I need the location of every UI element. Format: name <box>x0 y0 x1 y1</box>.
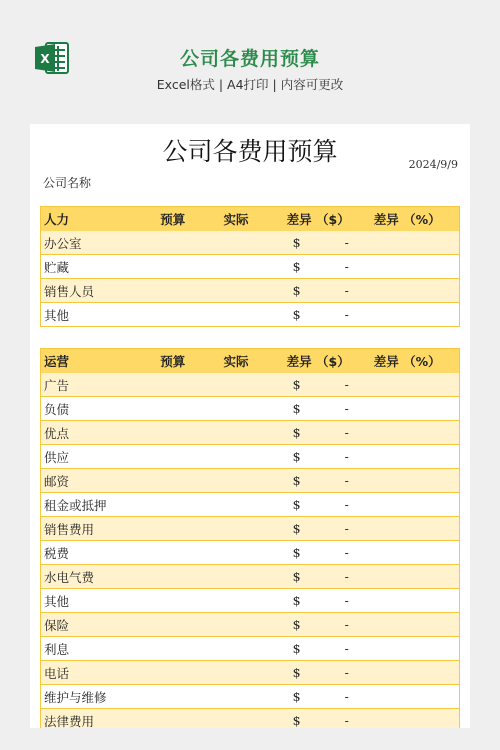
row-label: 供应 <box>41 445 161 469</box>
actual-cell[interactable] <box>223 303 286 327</box>
diff-value: - <box>344 259 349 274</box>
diff-cell[interactable] <box>287 231 460 255</box>
table-row[interactable] <box>41 565 460 589</box>
row-label: 贮藏 <box>41 255 161 279</box>
diff-cell[interactable] <box>287 373 460 397</box>
diff-value: - <box>344 235 349 250</box>
section-title: 运营 <box>41 349 161 374</box>
budget-cell[interactable] <box>160 517 223 541</box>
actual-cell[interactable] <box>223 637 286 661</box>
actual-cell[interactable] <box>223 493 286 517</box>
diff-cell[interactable] <box>287 613 460 637</box>
actual-cell[interactable] <box>223 445 286 469</box>
currency-symbol: $ <box>292 617 301 632</box>
budget-cell[interactable] <box>160 469 223 493</box>
diff-value: - <box>344 497 349 512</box>
page-header <box>0 0 500 110</box>
budget-cell[interactable] <box>160 541 223 565</box>
column-budget: 预算 <box>160 349 223 374</box>
actual-cell[interactable] <box>223 613 286 637</box>
diff-cell[interactable] <box>287 279 460 303</box>
document-date: 2024/9/9 <box>408 158 458 171</box>
currency-symbol: $ <box>292 545 301 560</box>
column-actual: 实际 <box>223 207 286 232</box>
diff-value: - <box>344 473 349 488</box>
row-label: 保险 <box>41 613 161 637</box>
actual-cell[interactable] <box>223 589 286 613</box>
table-row[interactable] <box>41 637 460 661</box>
table-header-row <box>41 349 460 374</box>
table-row[interactable] <box>41 421 460 445</box>
row-label: 水电气费 <box>41 565 161 589</box>
table-row[interactable] <box>41 373 460 397</box>
diff-value: - <box>344 449 349 464</box>
document-title: 公司各费用预算 <box>162 137 338 166</box>
hr-budget-table <box>40 206 460 327</box>
row-label: 租金或抵押 <box>41 493 161 517</box>
diff-value: - <box>344 593 349 608</box>
column-actual: 实际 <box>223 349 286 374</box>
actual-cell[interactable] <box>223 255 286 279</box>
table-row[interactable] <box>41 303 460 327</box>
table-row[interactable] <box>41 493 460 517</box>
actual-cell[interactable] <box>223 517 286 541</box>
row-label: 销售人员 <box>41 279 161 303</box>
currency-symbol: $ <box>292 401 301 416</box>
table-row[interactable] <box>41 709 460 729</box>
budget-cell[interactable] <box>160 445 223 469</box>
actual-cell[interactable] <box>223 469 286 493</box>
row-label: 其他 <box>41 589 161 613</box>
budget-cell[interactable] <box>160 397 223 421</box>
budget-cell[interactable] <box>160 421 223 445</box>
currency-symbol: $ <box>292 235 301 250</box>
diff-value: - <box>344 377 349 392</box>
actual-cell[interactable] <box>223 661 286 685</box>
company-name-label: 公司名称 <box>43 176 92 190</box>
budget-cell[interactable] <box>160 279 223 303</box>
currency-symbol: $ <box>292 641 301 656</box>
table-row[interactable] <box>41 661 460 685</box>
section-title: 人力 <box>41 207 161 232</box>
currency-symbol: $ <box>292 665 301 680</box>
row-label: 法律费用 <box>41 709 161 729</box>
budget-cell[interactable] <box>160 565 223 589</box>
row-label: 优点 <box>41 421 161 445</box>
row-label: 负债 <box>41 397 161 421</box>
actual-cell[interactable] <box>223 397 286 421</box>
diff-value: - <box>344 689 349 704</box>
diff-cell[interactable] <box>287 637 460 661</box>
diff-cell[interactable] <box>287 685 460 709</box>
actual-cell[interactable] <box>223 373 286 397</box>
diff-cell[interactable] <box>287 541 460 565</box>
diff-value: - <box>344 569 349 584</box>
diff-cell[interactable] <box>287 661 460 685</box>
currency-symbol: $ <box>292 283 301 298</box>
table-row[interactable] <box>41 255 460 279</box>
budget-cell[interactable] <box>160 613 223 637</box>
budget-cell[interactable] <box>160 709 223 729</box>
table-row[interactable] <box>41 589 460 613</box>
budget-cell[interactable] <box>160 685 223 709</box>
currency-symbol: $ <box>292 473 301 488</box>
row-label: 电话 <box>41 661 161 685</box>
budget-cell[interactable] <box>160 231 223 255</box>
budget-cell[interactable] <box>160 303 223 327</box>
diff-value: - <box>344 521 349 536</box>
currency-symbol: $ <box>292 521 301 536</box>
column-budget: 预算 <box>160 207 223 232</box>
table-row[interactable] <box>41 445 460 469</box>
currency-symbol: $ <box>292 425 301 440</box>
column-diff: 差异 （$） <box>287 207 374 232</box>
currency-symbol: $ <box>292 449 301 464</box>
diff-cell[interactable] <box>287 421 460 445</box>
app-subtitle: Excel格式 | A4打印 | 内容可更改 <box>156 77 344 92</box>
table-row[interactable] <box>41 279 460 303</box>
budget-cell[interactable] <box>160 661 223 685</box>
currency-symbol: $ <box>292 569 301 584</box>
currency-symbol: $ <box>292 713 301 728</box>
diff-cell[interactable] <box>287 303 460 327</box>
row-label: 其他 <box>41 303 161 327</box>
actual-cell[interactable] <box>223 685 286 709</box>
table-row[interactable] <box>41 685 460 709</box>
budget-cell[interactable] <box>160 589 223 613</box>
table-row[interactable] <box>41 541 460 565</box>
table-row[interactable] <box>41 231 460 255</box>
actual-cell[interactable] <box>223 709 286 729</box>
row-label: 销售费用 <box>41 517 161 541</box>
diff-cell[interactable] <box>287 589 460 613</box>
actual-cell[interactable] <box>223 279 286 303</box>
diff-cell[interactable] <box>287 255 460 279</box>
currency-symbol: $ <box>292 259 301 274</box>
diff-value: - <box>344 401 349 416</box>
table-row[interactable] <box>41 397 460 421</box>
row-label: 维护与维修 <box>41 685 161 709</box>
row-label: 办公室 <box>41 231 161 255</box>
diff-value: - <box>344 307 349 322</box>
budget-cell[interactable] <box>160 493 223 517</box>
actual-cell[interactable] <box>223 421 286 445</box>
currency-symbol: $ <box>292 593 301 608</box>
column-pct: 差异 （%） <box>374 349 460 374</box>
currency-symbol: $ <box>292 497 301 512</box>
operations-budget-table <box>40 348 460 728</box>
currency-symbol: $ <box>292 307 301 322</box>
actual-cell[interactable] <box>223 565 286 589</box>
diff-cell[interactable] <box>287 565 460 589</box>
budget-cell[interactable] <box>160 255 223 279</box>
diff-cell[interactable] <box>287 709 460 729</box>
row-label: 广告 <box>41 373 161 397</box>
diff-value: - <box>344 545 349 560</box>
actual-cell[interactable] <box>223 231 286 255</box>
table-row[interactable] <box>41 517 460 541</box>
diff-value: - <box>344 713 349 728</box>
currency-symbol: $ <box>292 377 301 392</box>
diff-cell[interactable] <box>287 517 460 541</box>
diff-cell[interactable] <box>287 469 460 493</box>
diff-value: - <box>344 617 349 632</box>
table-row[interactable] <box>41 613 460 637</box>
budget-cell[interactable] <box>160 637 223 661</box>
diff-value: - <box>344 665 349 680</box>
diff-cell[interactable] <box>287 397 460 421</box>
diff-cell[interactable] <box>287 493 460 517</box>
diff-value: - <box>344 283 349 298</box>
row-label: 利息 <box>41 637 161 661</box>
spreadsheet-preview <box>30 124 470 728</box>
column-pct: 差异 （%） <box>374 207 460 232</box>
currency-symbol: $ <box>292 689 301 704</box>
table-header-row <box>41 207 460 232</box>
app-title: 公司各费用预算 <box>179 48 320 70</box>
diff-value: - <box>344 641 349 656</box>
table-row[interactable] <box>41 469 460 493</box>
diff-cell[interactable] <box>287 445 460 469</box>
actual-cell[interactable] <box>223 541 286 565</box>
row-label: 邮资 <box>41 469 161 493</box>
column-diff: 差异 （$） <box>287 349 374 374</box>
row-label: 税费 <box>41 541 161 565</box>
budget-cell[interactable] <box>160 373 223 397</box>
diff-value: - <box>344 425 349 440</box>
logo-letter: X <box>40 52 50 66</box>
